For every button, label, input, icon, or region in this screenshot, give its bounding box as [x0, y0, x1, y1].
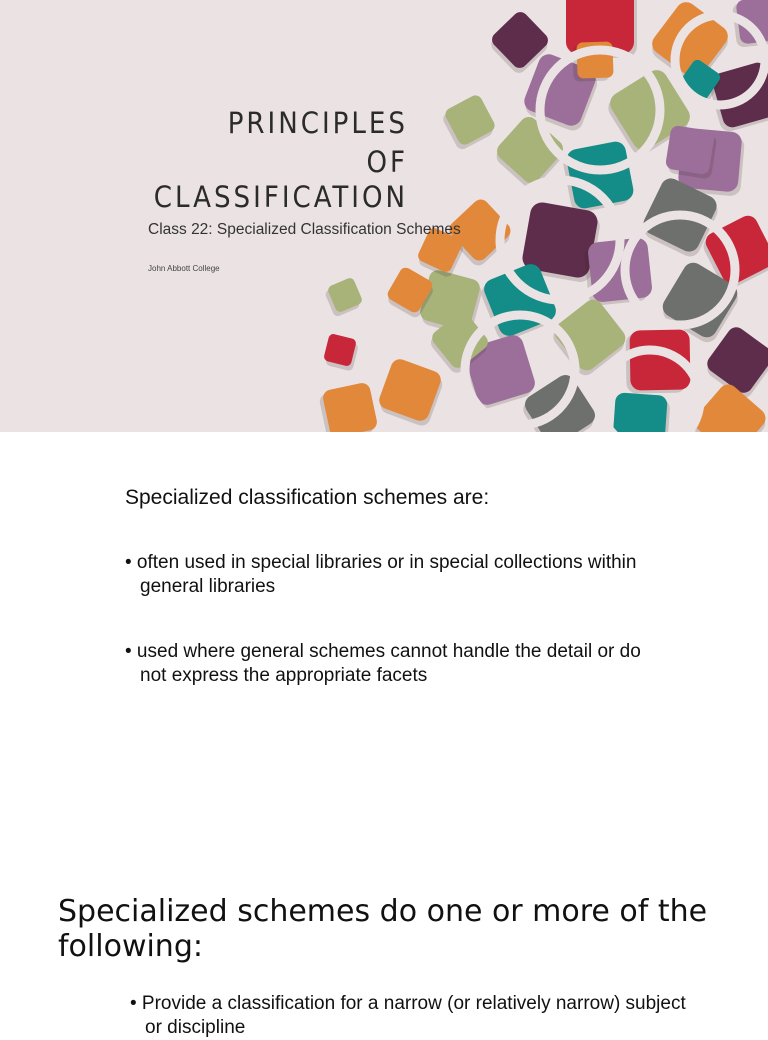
- title-slide: [0, 0, 768, 432]
- mosaic-tile: [323, 333, 359, 372]
- bullet-item: • used where general schemes cannot handle the detail or do not express the appropriate facets: [125, 641, 641, 686]
- title-line-3: CLASSIFICATION: [153, 180, 408, 214]
- institution-label: John Abbott College: [148, 264, 220, 273]
- bullet-item: • Provide a classification for a narrow (or relatively narrow) subject or discipline: [130, 993, 686, 1038]
- mosaic-tile: [665, 125, 718, 180]
- content-slide-functions: [0, 862, 768, 1038]
- bullet-item: • often used in special libraries or in special collections within general libraries: [125, 552, 637, 597]
- title-line-1: PRINCIPLES: [227, 106, 408, 140]
- mosaic-tile: [324, 277, 363, 318]
- content-slide-definition: [0, 432, 768, 862]
- geometric-mosaic-decoration: [0, 0, 768, 432]
- slide-heading: Specialized schemes do one or more of the following:: [58, 894, 708, 964]
- mosaic-tile: [441, 93, 497, 152]
- mosaic-tile: [377, 357, 445, 428]
- slide-heading: Specialized classification schemes are:: [125, 486, 490, 509]
- title-line-2: OF: [366, 145, 408, 179]
- slide-subtitle: Class 22: Specialized Classification Schemes: [148, 221, 461, 238]
